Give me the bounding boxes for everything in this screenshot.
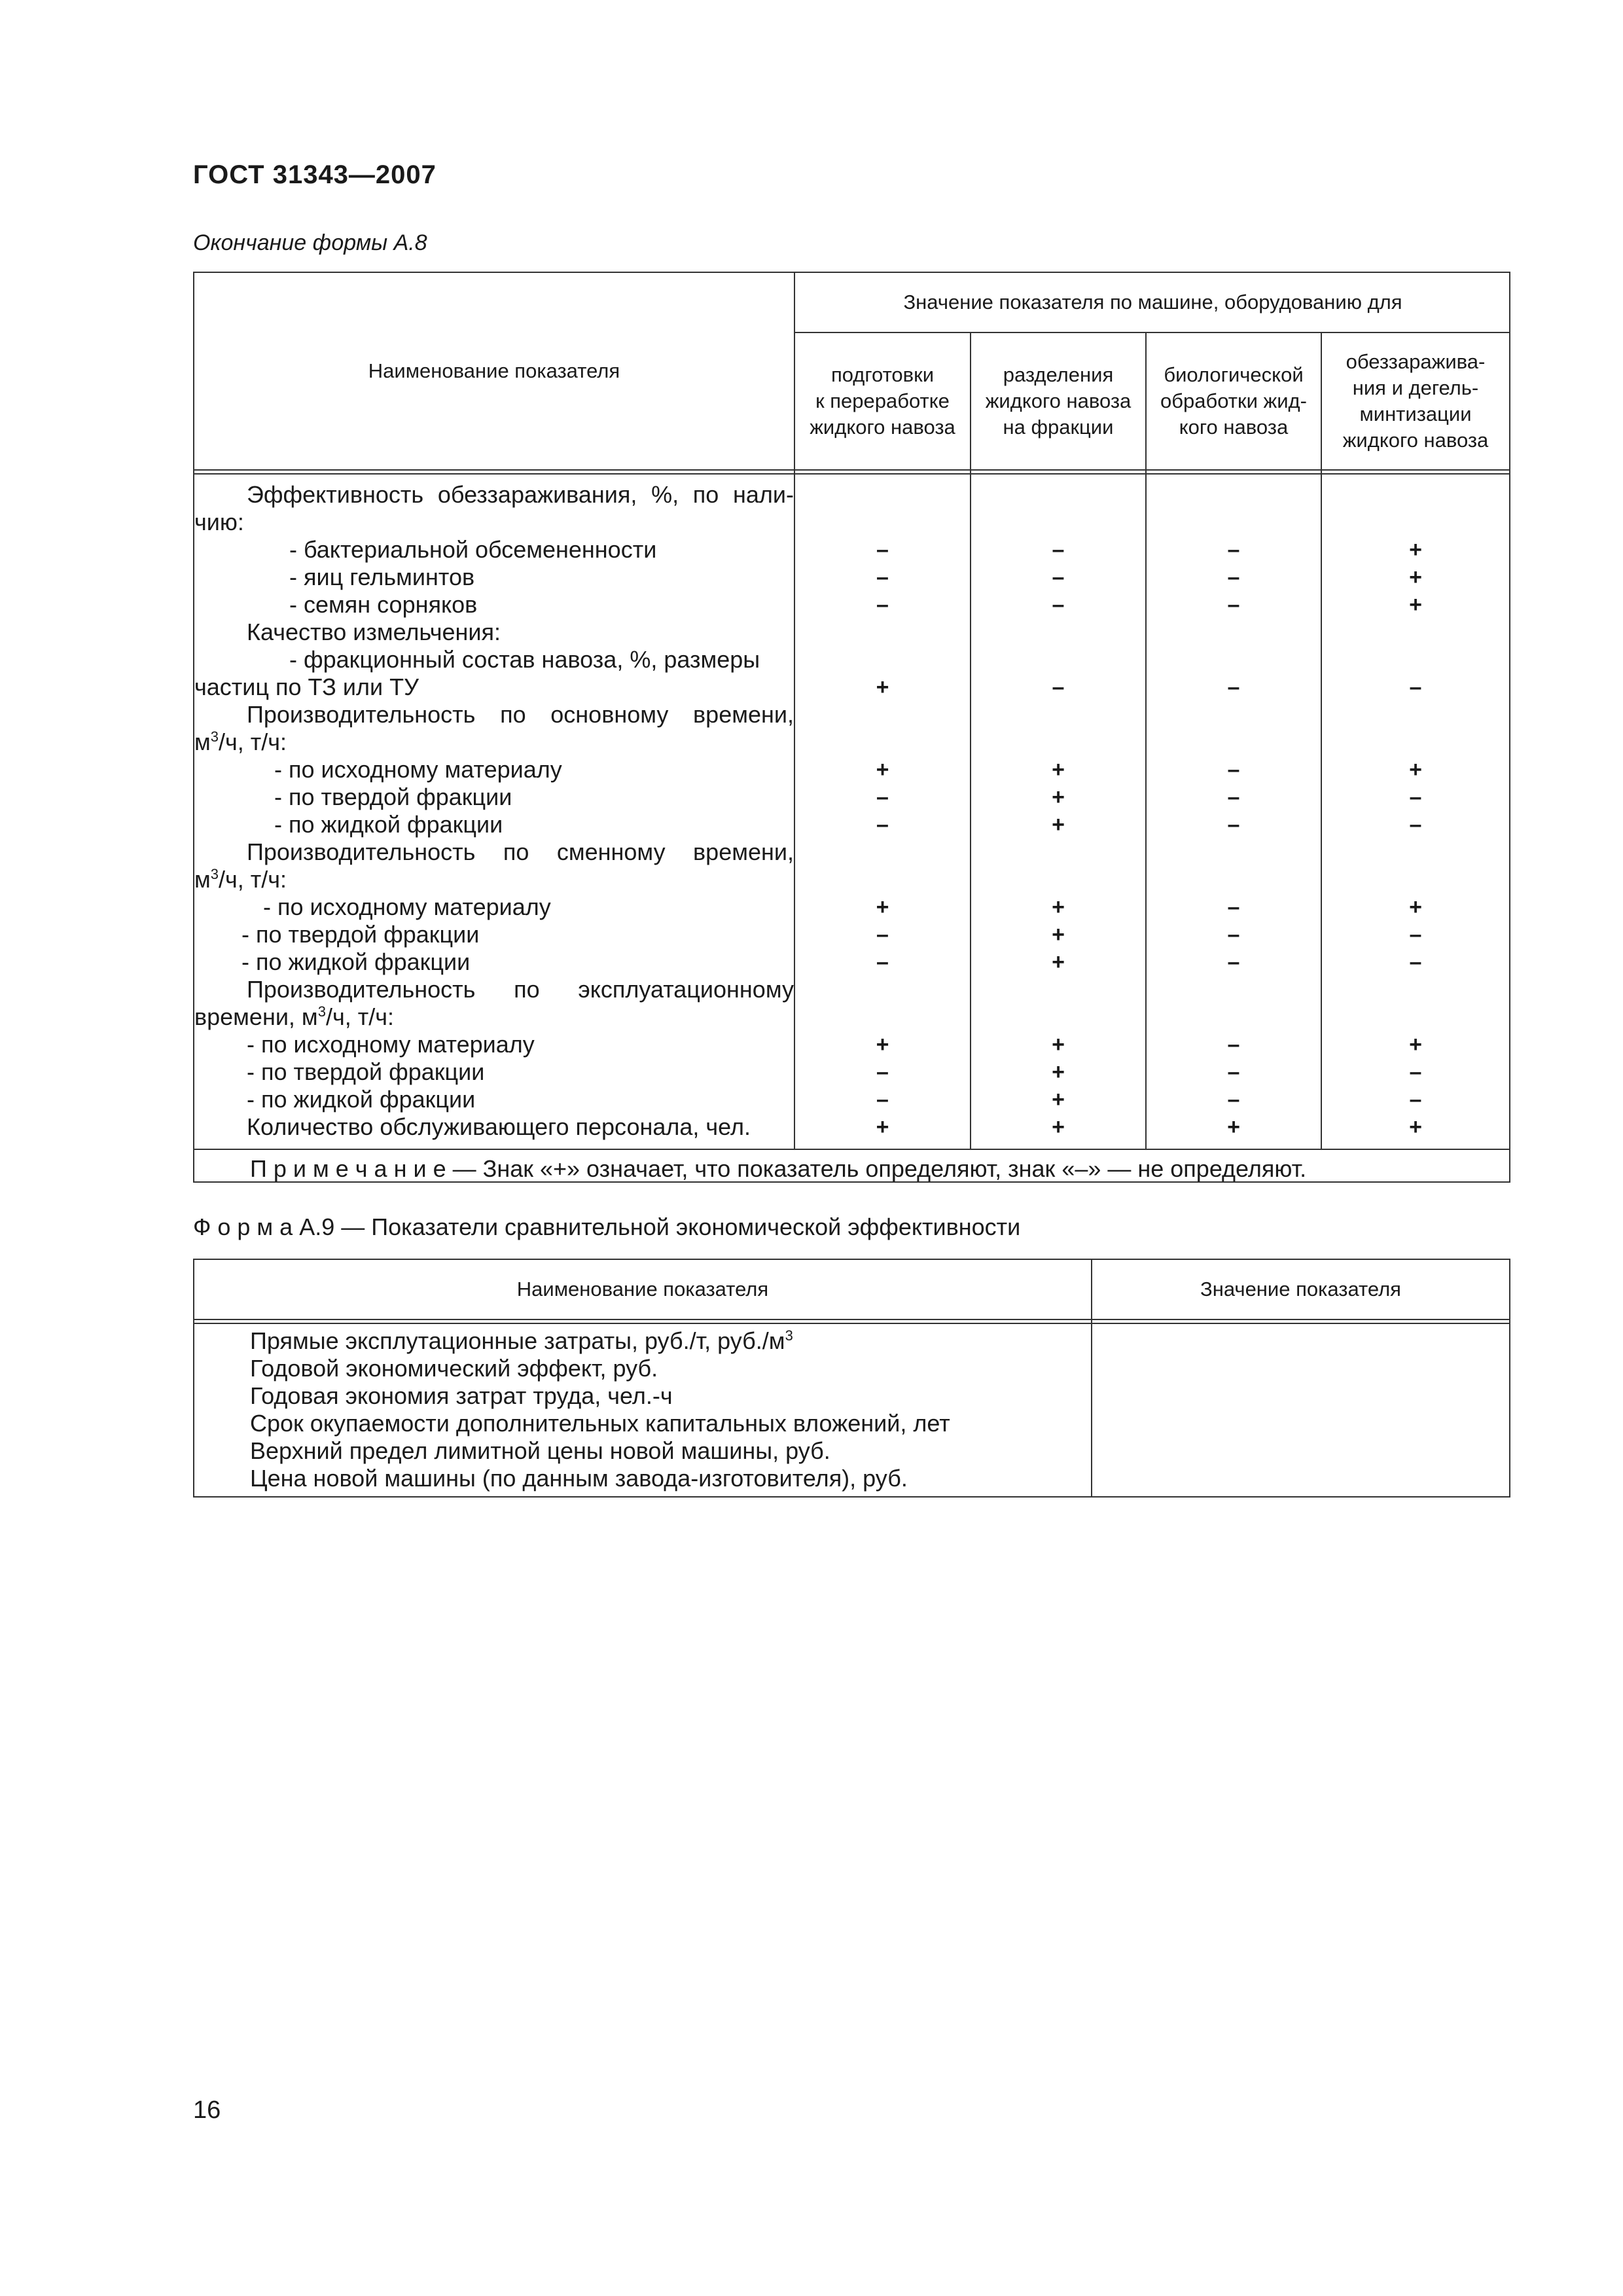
mark-minus: – xyxy=(876,592,889,617)
mark-minus: – xyxy=(1409,675,1422,700)
economic-indicators-list xyxy=(250,1327,950,1492)
group-header: Значение показателя по машине, оборудованию для xyxy=(903,291,1402,314)
mark-minus: – xyxy=(1227,785,1240,810)
mark-plus: + xyxy=(876,895,889,920)
list-item: Качество измельчения: xyxy=(247,619,501,645)
page-number: 16 xyxy=(193,2096,221,2124)
mark-plus: + xyxy=(1409,895,1422,920)
list-item: $м^3/ч$, т/ч: xyxy=(194,728,287,755)
indicator-list xyxy=(194,481,794,1141)
mark-minus: – xyxy=(1409,1060,1422,1085)
column-header-name: Наименование показателя xyxy=(516,1278,769,1300)
list-item: Производительность по основному времени, xyxy=(247,701,794,728)
mark-plus: + xyxy=(1052,812,1065,837)
mark-minus: – xyxy=(876,1087,889,1112)
form-a9-table xyxy=(193,1259,1510,1498)
column-header-biological: биологической обработки жид- кого навоза xyxy=(1160,363,1307,439)
mark-plus: + xyxy=(1052,1032,1065,1057)
list-item: Срок окупаемости дополнительных капитальных вложений, лет xyxy=(250,1410,950,1437)
list-item: - фракционный состав навоза, %, размеры xyxy=(289,646,760,673)
list-item: Производительность по сменному времени, xyxy=(247,838,794,865)
header-double-rule xyxy=(194,1319,1509,1324)
list-item: - по твердой фракции xyxy=(247,1058,485,1085)
mark-minus: – xyxy=(1227,675,1240,700)
mark-minus: – xyxy=(1409,1087,1422,1112)
mark-plus: + xyxy=(1409,757,1422,782)
table-note: П р и м е ч а н и е — Знак «+» означает, что показатель определяют, знак «–» — не определяют. xyxy=(250,1155,1307,1182)
mark-plus: + xyxy=(1052,950,1065,975)
mark-minus: – xyxy=(876,950,889,975)
form-a8-caption: Окончание формы А.8 xyxy=(193,230,427,255)
form-a8-table xyxy=(193,272,1510,1183)
mark-minus: – xyxy=(1409,950,1422,975)
list-item: $м^3/ч$, т/ч: xyxy=(194,866,287,893)
list-item: Цена новой машины (по данным завода-изготовителя), руб. xyxy=(250,1465,908,1492)
list-item: - по жидкой фракции xyxy=(241,948,471,975)
mark-minus: – xyxy=(1227,537,1240,562)
list-item: времени, $м^3/ч$, т/ч: xyxy=(194,1003,394,1030)
mark-plus: + xyxy=(1227,1115,1240,1139)
list-item: частиц по ТЗ или ТУ xyxy=(194,673,419,700)
list-item: - по твердой фракции xyxy=(241,921,480,948)
mark-minus: – xyxy=(1409,812,1422,837)
mark-plus: + xyxy=(1409,565,1422,590)
mark-plus: + xyxy=(1409,1032,1422,1057)
mark-minus: – xyxy=(876,922,889,947)
mark-minus: – xyxy=(1227,757,1240,782)
mark-plus: + xyxy=(876,1032,889,1057)
mark-plus: + xyxy=(1052,1087,1065,1112)
mark-plus: + xyxy=(876,675,889,700)
column-header-value: Значение показателя xyxy=(1200,1278,1401,1300)
mark-minus: – xyxy=(1227,565,1240,590)
mark-plus: + xyxy=(1052,1115,1065,1139)
form-a9-title: Ф о р м а А.9 — Показатели сравнительной экономической эффективности xyxy=(193,1213,1021,1240)
mark-minus: – xyxy=(876,565,889,590)
mark-minus: – xyxy=(1052,565,1065,590)
mark-minus: – xyxy=(876,812,889,837)
mark-minus: – xyxy=(1227,592,1240,617)
mark-plus: + xyxy=(1052,922,1065,947)
list-item: - по исходному материалу xyxy=(247,1031,535,1058)
mark-plus: + xyxy=(1052,757,1065,782)
mark-minus: – xyxy=(876,537,889,562)
mark-minus: – xyxy=(876,785,889,810)
mark-minus: – xyxy=(1409,785,1422,810)
list-item: - по жидкой фракции xyxy=(247,1086,476,1113)
mark-plus: + xyxy=(1052,895,1065,920)
mark-minus: – xyxy=(1227,922,1240,947)
list-item: Годовой экономический эффект, руб. xyxy=(250,1355,658,1382)
list-item: Верхний предел лимитной цены новой машины, руб. xyxy=(250,1437,830,1464)
mark-minus: – xyxy=(1227,1060,1240,1085)
mark-minus: – xyxy=(1227,895,1240,920)
mark-plus: + xyxy=(1409,537,1422,562)
mark-plus: + xyxy=(876,757,889,782)
list-item: - по исходному материалу xyxy=(274,756,562,783)
header-double-rule xyxy=(194,469,1509,475)
list-item: - яиц гельминтов xyxy=(289,564,475,590)
mark-minus: – xyxy=(1227,1032,1240,1057)
document-code: ГОСТ 31343—2007 xyxy=(193,160,437,189)
mark-minus: – xyxy=(876,1060,889,1085)
mark-minus: – xyxy=(1227,1087,1240,1112)
mark-plus: + xyxy=(876,1115,889,1139)
mark-minus: – xyxy=(1227,812,1240,837)
list-item: - по жидкой фракции xyxy=(274,811,503,838)
list-item: Производительность по эксплуатационному xyxy=(247,976,794,1003)
list-item: Годовая экономия затрат труда, чел.-ч xyxy=(250,1382,673,1409)
mark-plus: + xyxy=(1409,592,1422,617)
mark-plus: + xyxy=(1052,1060,1065,1085)
mark-plus: + xyxy=(1409,1115,1422,1139)
mark-minus: – xyxy=(1052,675,1065,700)
column-header-disinfection: обеззаражива- ния и дегель- минтизации жидкого навоза xyxy=(1342,350,1489,452)
mark-minus: – xyxy=(1052,592,1065,617)
list-item: Прямые эксплутационные затраты, руб./т, $руб./м^3$ xyxy=(250,1327,793,1354)
list-item: - бактериальной обсемененности xyxy=(289,536,657,563)
list-item: Количество обслуживающего персонала, чел. xyxy=(247,1113,751,1140)
indicator-name-header: Наименование показателя xyxy=(368,359,620,382)
column-header-separation: разделения жидкого навоза на фракции xyxy=(985,363,1132,439)
list-item: чию: xyxy=(194,509,244,535)
mark-minus: – xyxy=(1409,922,1422,947)
list-item: - по твердой фракции xyxy=(274,783,512,810)
mark-minus: – xyxy=(1227,950,1240,975)
mark-plus: + xyxy=(1052,785,1065,810)
column-header-preparation: подготовки к переработке жидкого навоза xyxy=(810,363,955,439)
list-item: - по исходному материалу xyxy=(263,893,551,920)
mark-minus: – xyxy=(1052,537,1065,562)
divider-horizontal xyxy=(194,1149,1509,1150)
list-item: Эффективность обеззараживания, %, по нали- xyxy=(247,481,794,508)
list-item: - семян сорняков xyxy=(289,591,478,618)
